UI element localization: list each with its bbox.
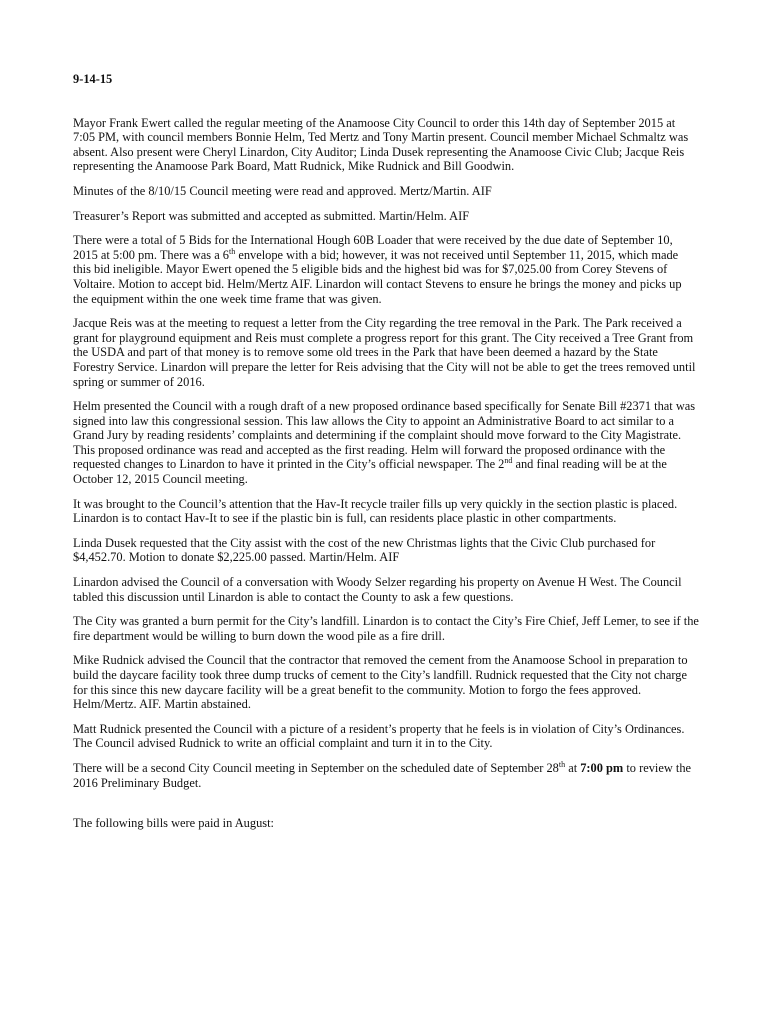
loader-bids-text-a: There were a total of 5 Bids for the International Hough 60B Loader that were received by the due date of September 10, 2015 at 5:00 pm. There was a 6 [73,233,673,262]
meeting-time-bold: 7:00 pm [580,760,624,775]
ordinance-text-b: and final reading will be at the October 12, 2015 Council meeting. [73,457,667,487]
paragraph-loader-bids [73,233,699,306]
ordinance-text-a: Helm presented the Council with a rough draft of a new proposed ordinance based specifically for Senate Bill #2371 that was signed into law this congressional session. This law allows the City to appoint an Administrative Board to act similar to a Grand Jury by reading residents’ complaints and determining if the complaint should move forward to the City Magistrate. This proposed ordinance was read and accepted as the first reading. Helm will forward the proposed ordinance with the requested changes to Linardon to have it printed in the City’s official newspaper. The 2 [73,399,696,472]
second-meeting-text-c: to review the 2016 Preliminary Budget. [73,760,692,790]
paragraph-bills-heading: The following bills were paid in August: [73,816,274,831]
superscript-ordinal: th [558,759,566,769]
second-meeting-text-a: There will be a second City Council meeting in September on the scheduled date of September 28 [73,760,559,775]
paragraph-proposed-ordinance [73,399,699,487]
superscript-ordinal: th [229,246,236,256]
meeting-date: 9-14-15 [73,72,113,86]
paragraph-recycle-trailer: It was brought to the Council’s attention that the Hav-It recycle trailer fills up very quickly in the section plastic is placed. Linardon is to contact Hav-It to see if the plastic bin is full, can residents place plastic in other compartments. [73,496,678,526]
paragraph-minutes-approval: Minutes of the 8/10/15 Council meeting were read and approved. Mertz/Martin. AIF [73,183,492,198]
second-meeting-text-b: at [565,760,581,775]
paragraph-treasurer-report: Treasurer’s Report was submitted and accepted as submitted. Martin/Helm. AIF [73,208,470,223]
paragraph-christmas-lights: Linda Dusek requested that the City assist with the cost of the new Christmas lights that the Civic Club purchased for $4,452.70. Motion to donate $2,225.00 passed. Martin/Helm. AIF [73,535,656,565]
paragraph-tree-removal: Jacque Reis was at the meeting to request a letter from the City regarding the tree removal in the Park. The Park received a grant for playground equipment and Reis must complete a progress report for this grant. The City received a Tree Grant from the USDA and part of that money is to remove some old trees in the Park that have been deemed a hazard by the State Forestry Service. Linardon will prepare the letter for Reis advising that the City will not be able to get the trees removed until spring or summer of 2016. [73,316,696,389]
meeting-minutes-document [73,72,699,841]
paragraph-burn-permit: The City was granted a burn permit for the City’s landfill. Linardon is to contact the City’s Fire Chief, Jeff Lemer, to see if the fire department would be willing to burn down the wood pile as a fire drill. [73,614,699,643]
paragraph-ordinance-violation: Matt Rudnick presented the Council with a picture of a resident’s property that he feels is in violation of City’s Ordinances. The Council advised Rudnick to write an official complaint and turn it in to the City. [73,721,685,751]
loader-bids-text-b: envelope with a bid; however, it was not received until September 11, 2015, which made this bid ineligible. Mayor Ewert opened the 5 eligible bids and the highest bid was for $7,025.00 from Corey Stevens of Voltaire. Motion to accept bid. Helm/Mertz AIF. Linardon will contact Stevens to ensure he brings the money and picks up the equipment within the one week time frame that was given. [73,247,682,306]
superscript-ordinal: nd [504,456,513,466]
paragraph-call-to-order: Mayor Frank Ewert called the regular meeting of the Anamoose City Council to order this 14th day of September 2015 at 7:05 PM, with council members Bonnie Helm, Ted Mertz and Tony Martin present. Council member Michael Schmaltz was absent. Also present were Cheryl Linardon, City Auditor; Linda Dusek representing the Anamoose Civic Club; Jacque Reis representing the Anamoose Park Board, Matt Rudnick, Mike Rudnick and Bill Goodwin. [73,115,689,174]
paragraph-cement-landfill: Mike Rudnick advised the Council that the contractor that removed the cement from the Anamoose School in preparation to build the daycare facility took three dump trucks of cement to the City’s landfill. Rudnick requested that the City not charge for this since this new daycare facility will be a great benefit to the community. Motion to forgo the fees approved. Helm/Mertz. AIF. Martin abstained. [73,653,688,712]
paragraph-selzer-property: Linardon advised the Council of a conversation with Woody Selzer regarding his property on Avenue H West. The Council tabled this discussion until Linardon is able to contact the County to ask a few questions. [73,575,682,604]
paragraph-second-meeting [73,761,699,790]
